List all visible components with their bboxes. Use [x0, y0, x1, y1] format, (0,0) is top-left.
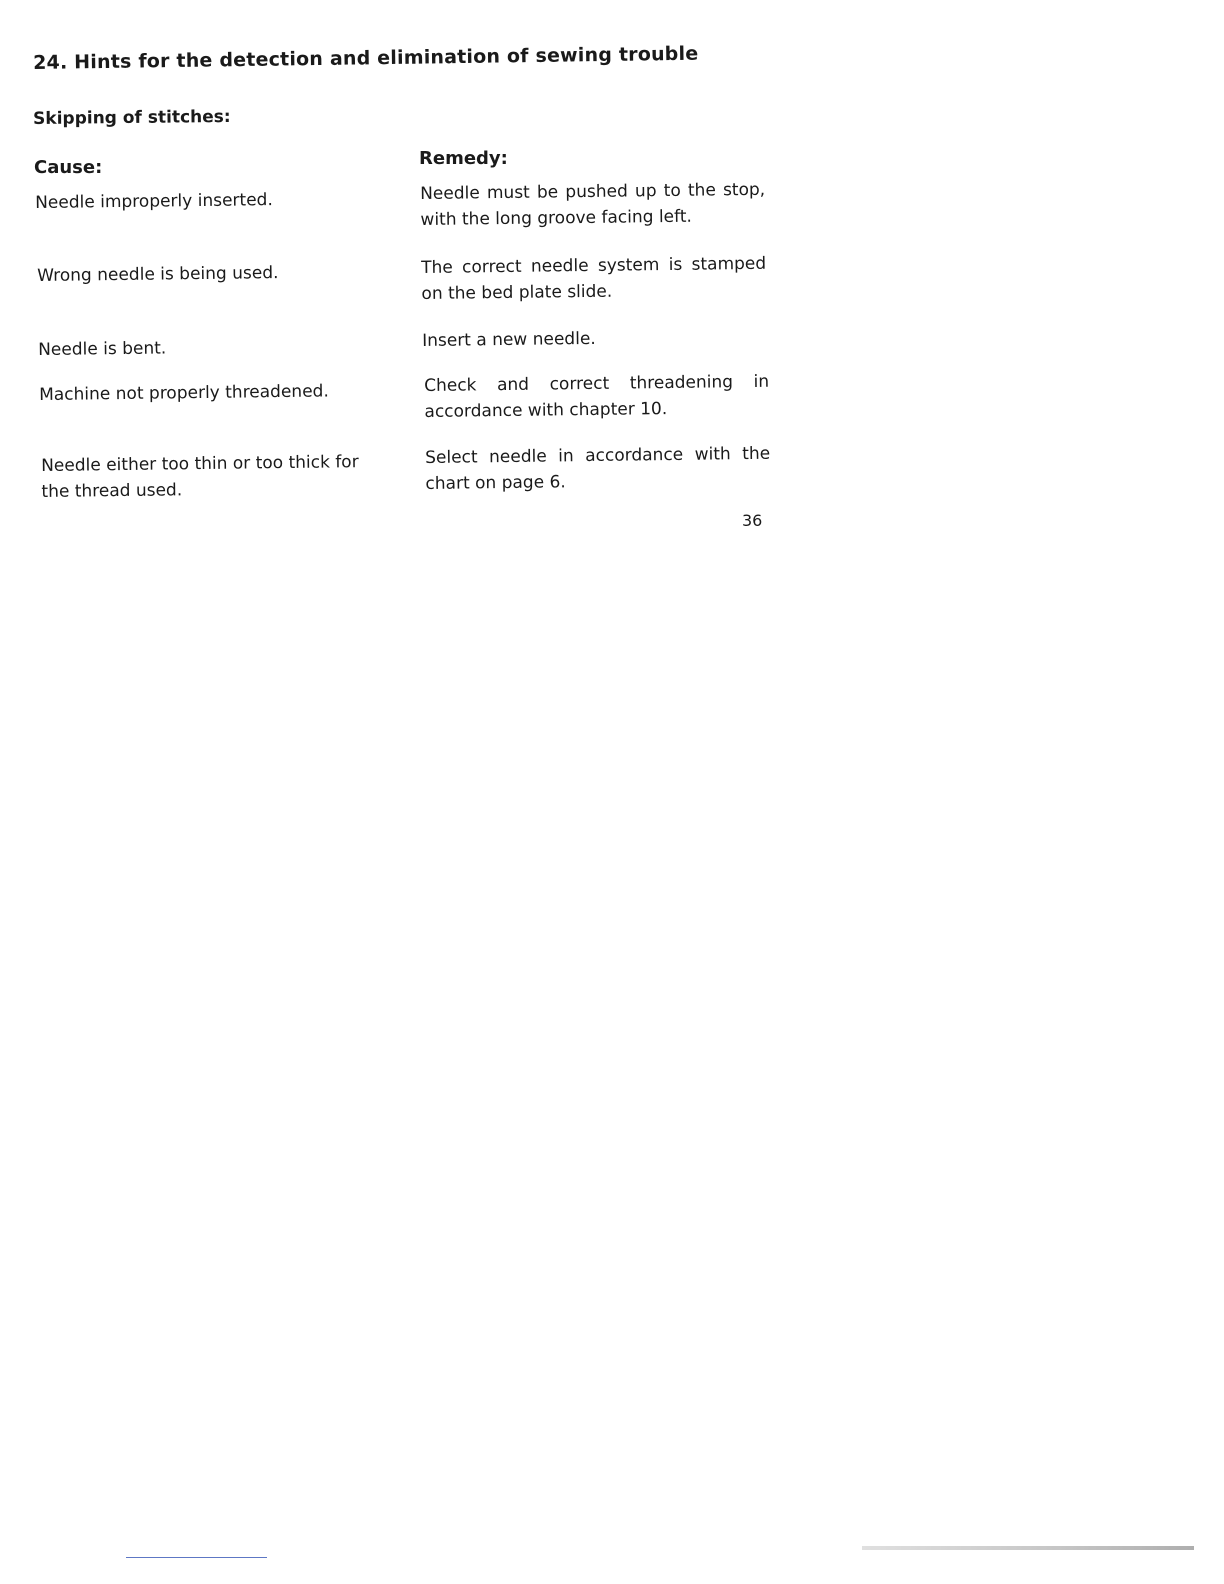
remedy-item: Select needle in accordance with the chart on page 6.: [425, 443, 771, 494]
cause-item: Needle improperly inserted.: [35, 190, 273, 213]
remedy-item: Needle must be pushed up to the stop, with the long groove facing left.: [420, 179, 766, 230]
section-title: 24. Hints for the detection and elimination of sewing trouble: [33, 42, 699, 74]
remedy-item: Insert a new needle.: [422, 328, 596, 351]
cause-item: Needle is bent.: [38, 338, 167, 360]
remedy-column-header: Remedy:: [419, 148, 508, 169]
cause-column-header: Cause:: [34, 157, 103, 178]
cause-item: Wrong needle is being used.: [37, 263, 279, 286]
scan-divider-left: [126, 1557, 267, 1558]
remedy-item: The correct needle system is stamped on the bed plate slide.: [421, 253, 767, 304]
remedy-item: Check and correct threadening in accordance with chapter 10.: [424, 371, 770, 422]
page-number: 36: [742, 511, 763, 530]
scan-divider-right: [862, 1546, 1194, 1550]
cause-item: Machine not properly threadened.: [39, 381, 329, 405]
cause-item: Needle either too thin or too thick for the thread used.: [41, 452, 359, 502]
section-subtitle: Skipping of stitches:: [33, 106, 231, 129]
